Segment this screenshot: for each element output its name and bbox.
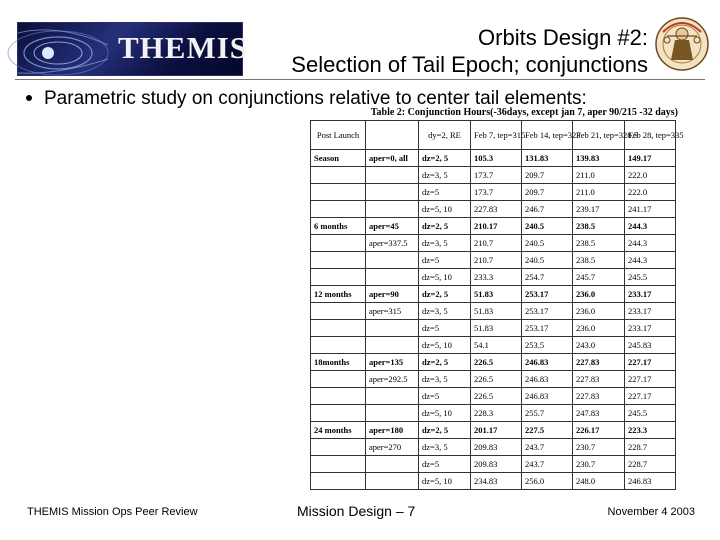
- table-cell: 227.17: [625, 354, 676, 371]
- table-cell: 256.0: [522, 473, 573, 490]
- table-cell: 209.7: [522, 167, 573, 184]
- footer-right: November 4 2003: [607, 506, 695, 518]
- table-cell: 51.83: [471, 286, 522, 303]
- table-cell: dz=2, 5: [419, 354, 471, 371]
- table-cell: 105.3: [471, 150, 522, 167]
- header-cell: Feb 21, tep=328.5: [573, 121, 625, 150]
- table-cell: dz=5, 10: [419, 201, 471, 218]
- table-cell: dz=3, 5: [419, 303, 471, 320]
- header-cell: Feb 28, tep=335: [625, 121, 676, 150]
- table-cell: [311, 388, 366, 405]
- bullet-dot-icon: [26, 95, 32, 101]
- table-cell: [311, 252, 366, 269]
- table-cell: 173.7: [471, 184, 522, 201]
- table-cell: dz=2, 5: [419, 422, 471, 439]
- table-cell: 245.7: [573, 269, 625, 286]
- table-cell: dz=2, 5: [419, 218, 471, 235]
- table-cell: 210.7: [471, 252, 522, 269]
- table-cell: [311, 405, 366, 422]
- table-cell: aper=270: [366, 439, 419, 456]
- table-row: [311, 218, 676, 235]
- table-cell: [311, 439, 366, 456]
- table-cell: 222.0: [625, 184, 676, 201]
- table-cell: 222.0: [625, 167, 676, 184]
- table-row: [311, 473, 676, 490]
- table-cell: [366, 201, 419, 218]
- table-cell: 240.5: [522, 235, 573, 252]
- table-cell: dz=5: [419, 320, 471, 337]
- table-cell: 244.3: [625, 235, 676, 252]
- table-row: [311, 354, 676, 371]
- table-cell: 209.83: [471, 456, 522, 473]
- table-cell: 226.5: [471, 388, 522, 405]
- table-cell: 245.5: [625, 269, 676, 286]
- table-cell: 227.83: [573, 388, 625, 405]
- table-cell: 253.17: [522, 303, 573, 320]
- table-cell: [366, 337, 419, 354]
- table-cell: 246.83: [522, 388, 573, 405]
- table-cell: 244.3: [625, 252, 676, 269]
- table-cell: [311, 269, 366, 286]
- table-cell: dz=3, 5: [419, 439, 471, 456]
- table-cell: dz=5: [419, 388, 471, 405]
- table-cell: [311, 167, 366, 184]
- table-cell: [366, 184, 419, 201]
- table-cell: 239.17: [573, 201, 625, 218]
- header-cell: Post Launch: [311, 121, 366, 150]
- table-cell: 245.5: [625, 405, 676, 422]
- table-cell: 211.0: [573, 184, 625, 201]
- table-cell: 51.83: [471, 320, 522, 337]
- table-cell: [366, 320, 419, 337]
- table-row: [311, 388, 676, 405]
- table-cell: [366, 456, 419, 473]
- table-cell: 228.7: [625, 456, 676, 473]
- table-cell: aper=315: [366, 303, 419, 320]
- table-cell: 54.1: [471, 337, 522, 354]
- table-cell: 210.17: [471, 218, 522, 235]
- table-cell: 246.83: [625, 473, 676, 490]
- table-cell: 233.17: [625, 320, 676, 337]
- footer-left: THEMIS Mission Ops Peer Review: [27, 506, 198, 518]
- table-cell: 246.83: [522, 354, 573, 371]
- table-cell: 243.7: [522, 439, 573, 456]
- slide-title: [291, 24, 648, 78]
- table-cell: 233.17: [625, 286, 676, 303]
- table-cell: [366, 405, 419, 422]
- table-cell: aper=292.5: [366, 371, 419, 388]
- table-cell: [366, 473, 419, 490]
- table-body: [311, 150, 676, 490]
- table-cell: [366, 388, 419, 405]
- table-cell: 247.83: [573, 405, 625, 422]
- table-row: [311, 252, 676, 269]
- table-row: [311, 337, 676, 354]
- table-cell: 238.5: [573, 252, 625, 269]
- table-cell: 209.7: [522, 184, 573, 201]
- table-cell: 236.0: [573, 286, 625, 303]
- table-row: [311, 201, 676, 218]
- table-cell: dz=3, 5: [419, 371, 471, 388]
- logo-text: THEMIS: [118, 30, 249, 65]
- table-row: [311, 286, 676, 303]
- table-cell: 243.7: [522, 456, 573, 473]
- table-cell: aper=90: [366, 286, 419, 303]
- table-cell: 226.17: [573, 422, 625, 439]
- table-row: [311, 269, 676, 286]
- header-cell: dy=2, RE: [419, 121, 471, 150]
- table-cell: dz=5: [419, 252, 471, 269]
- table-cell: 240.5: [522, 252, 573, 269]
- table-cell: [366, 252, 419, 269]
- table-cell: 248.0: [573, 473, 625, 490]
- table-row: [311, 184, 676, 201]
- table-row: [311, 405, 676, 422]
- table-row: [311, 439, 676, 456]
- table-cell: dz=5, 10: [419, 269, 471, 286]
- header-cell: [366, 121, 419, 150]
- table-cell: [311, 184, 366, 201]
- table-cell: 236.0: [573, 303, 625, 320]
- table-cell: [311, 235, 366, 252]
- title-line-2: Selection of Tail Epoch; conjunctions: [291, 52, 648, 77]
- table-cell: 233.17: [625, 303, 676, 320]
- table-cell: 227.83: [471, 201, 522, 218]
- table-cell: 223.3: [625, 422, 676, 439]
- conjunction-table-wrapper: [310, 120, 684, 490]
- table-cell: dz=3, 5: [419, 167, 471, 184]
- table-cell: 227.83: [573, 354, 625, 371]
- table-cell: 244.3: [625, 218, 676, 235]
- table-cell: [311, 456, 366, 473]
- table-cell: dz=5: [419, 456, 471, 473]
- table-cell: [311, 371, 366, 388]
- table-cell: dz=5, 10: [419, 337, 471, 354]
- table-cell: aper=337.5: [366, 235, 419, 252]
- table-cell: [311, 337, 366, 354]
- table-row: [311, 320, 676, 337]
- table-cell: aper=45: [366, 218, 419, 235]
- title-line-1: Orbits Design #2:: [478, 25, 648, 50]
- table-header-row: [311, 121, 676, 150]
- header-cell: Feb 7, tep=315: [471, 121, 522, 150]
- table-cell: 18months: [311, 354, 366, 371]
- table-row: [311, 167, 676, 184]
- table-cell: aper=0, all: [366, 150, 419, 167]
- table-row: [311, 422, 676, 439]
- table-cell: 238.5: [573, 235, 625, 252]
- table-cell: 139.83: [573, 150, 625, 167]
- table-cell: dz=5, 10: [419, 473, 471, 490]
- table-cell: 236.0: [573, 320, 625, 337]
- table-cell: dz=5, 10: [419, 405, 471, 422]
- table-cell: 228.3: [471, 405, 522, 422]
- table-cell: 254.7: [522, 269, 573, 286]
- table-caption: Table 2: Conjunction Hours(-36days, except jan 7, aper 90/215 -32 days): [370, 107, 678, 118]
- table-cell: 240.5: [522, 218, 573, 235]
- table-cell: 234.83: [471, 473, 522, 490]
- table-cell: aper=135: [366, 354, 419, 371]
- header-cell: Feb 14, tep=323: [522, 121, 573, 150]
- table-cell: [366, 269, 419, 286]
- table-cell: 253.17: [522, 320, 573, 337]
- table-row: [311, 303, 676, 320]
- table-cell: 243.0: [573, 337, 625, 354]
- bullet-text: Parametric study on conjunctions relative to center tail elements:: [44, 88, 587, 109]
- table-cell: 246.7: [522, 201, 573, 218]
- table-cell: 226.5: [471, 371, 522, 388]
- table-cell: 227.5: [522, 422, 573, 439]
- table-row: [311, 235, 676, 252]
- table-cell: [366, 167, 419, 184]
- table-cell: 227.17: [625, 388, 676, 405]
- table-cell: 227.83: [573, 371, 625, 388]
- table-cell: dz=2, 5: [419, 150, 471, 167]
- table-cell: 245.83: [625, 337, 676, 354]
- table-cell: [311, 320, 366, 337]
- table-cell: 246.83: [522, 371, 573, 388]
- table-cell: 211.0: [573, 167, 625, 184]
- themis-logo: [17, 22, 249, 76]
- table-cell: 238.5: [573, 218, 625, 235]
- table-cell: 173.7: [471, 167, 522, 184]
- table-cell: 24 months: [311, 422, 366, 439]
- table-cell: 228.7: [625, 439, 676, 456]
- table-cell: 201.17: [471, 422, 522, 439]
- table-cell: [311, 473, 366, 490]
- table-cell: dz=3, 5: [419, 235, 471, 252]
- table-cell: 131.83: [522, 150, 573, 167]
- table-cell: 253.5: [522, 337, 573, 354]
- themis-mascot-icon: [653, 14, 711, 80]
- table-cell: 51.83: [471, 303, 522, 320]
- table-row: [311, 371, 676, 388]
- table-cell: 230.7: [573, 439, 625, 456]
- table-cell: 209.83: [471, 439, 522, 456]
- table-cell: 226.5: [471, 354, 522, 371]
- footer-center: Mission Design – 7: [297, 503, 416, 519]
- table-cell: 233.3: [471, 269, 522, 286]
- header-rule: [15, 79, 705, 80]
- table-cell: [311, 303, 366, 320]
- table-row: [311, 456, 676, 473]
- table-cell: 230.7: [573, 456, 625, 473]
- table-cell: 253.17: [522, 286, 573, 303]
- table-cell: aper=180: [366, 422, 419, 439]
- table-cell: 6 months: [311, 218, 366, 235]
- table-cell: 227.17: [625, 371, 676, 388]
- table-cell: dz=2, 5: [419, 286, 471, 303]
- table-cell: 241.17: [625, 201, 676, 218]
- table-cell: dz=5: [419, 184, 471, 201]
- table-cell: 255.7: [522, 405, 573, 422]
- table-cell: 149.17: [625, 150, 676, 167]
- conjunction-table: [310, 120, 684, 490]
- table-cell: [311, 201, 366, 218]
- table-row: [311, 150, 676, 167]
- table-cell: 210.7: [471, 235, 522, 252]
- table-cell: Season: [311, 150, 366, 167]
- table-cell: 12 months: [311, 286, 366, 303]
